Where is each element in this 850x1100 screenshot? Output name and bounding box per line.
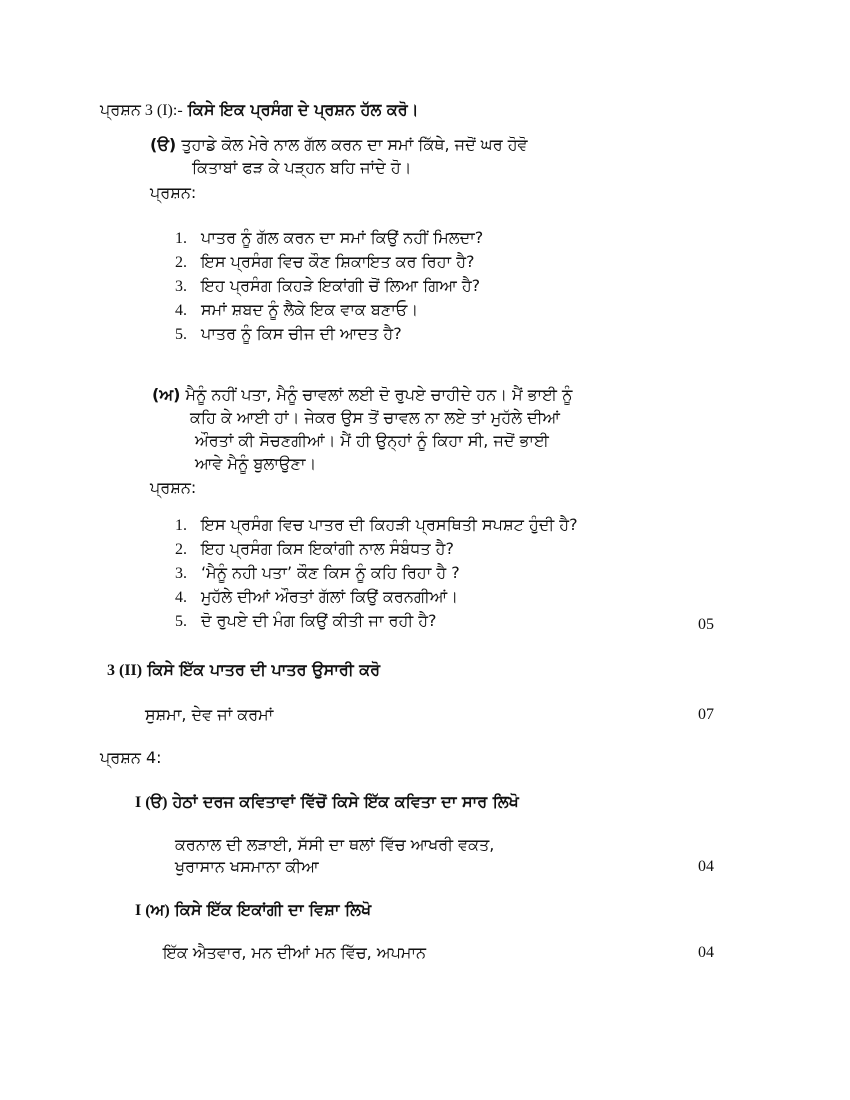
q3-part2-heading-text: ਕਿਸੇ ਇੱਕ ਪਾਤਰ ਦੀ ਪਾਤਰ ਉਸਾਰੀ ਕਰੋ bbox=[147, 660, 381, 679]
list-item: 4. ਸਮਾਂ ਸ਼ਬਦ ਨੂੰ ਲੈਕੇ ਇਕ ਵਾਕ ਬਣਾਓ। bbox=[175, 300, 419, 319]
passage-b-question-list bbox=[175, 515, 578, 635]
passage-a-marker: (ੳ) bbox=[150, 135, 177, 154]
q4-part-a-marks: 04 bbox=[698, 858, 714, 875]
q3-part1-heading-label: ਪ੍ਰਸ਼ਨ 3 (I):- bbox=[100, 102, 183, 119]
list-item: 1. ਪਾਤਰ ਨੂੰ ਗੱਲ ਕਰਨ ਦਾ ਸਮਾਂ ਕਿਉਂ ਨਹੀਂ ਮਿਲਦਾ? bbox=[175, 228, 484, 247]
q3-part2-heading-label: 3 (II) bbox=[107, 662, 143, 679]
q3-part2-heading bbox=[107, 660, 380, 681]
passage-a-question-list bbox=[175, 228, 483, 348]
passage-b-line-4: ਆਵੇ ਮੈਨੂੰ ਬੁਲਾਉਣਾ। bbox=[195, 454, 317, 473]
q4-part-a-options-2: ਖੁਰਾਸਾਨ ਖਸਮਾਨਾ ਕੀਆ bbox=[175, 857, 319, 876]
q4-part-b-marks: 04 bbox=[698, 944, 714, 961]
list-item: 2. ਇਸ ਪ੍ਰਸੰਗ ਵਿਚ ਕੌਣ ਸ਼ਿਕਾਇਤ ਕਰ ਰਿਹਾ ਹੈ? bbox=[175, 252, 475, 271]
passage-marks: 05 bbox=[698, 616, 714, 633]
list-item: 5. ਪਾਤਰ ਨੂੰ ਕਿਸ ਚੀਜ ਦੀ ਆਦਤ ਹੈ? bbox=[175, 324, 402, 343]
q3-part1-heading bbox=[100, 100, 418, 121]
q4-part-a-options-1: ਕਰਨਾਲ ਦੀ ਲੜਾਈ, ਸੱਸੀ ਦਾ ਥਲਾਂ ਵਿੱਚ ਆਖਰੀ ਵਕਤ, bbox=[175, 835, 495, 854]
passage-b-marker: (ਅ) bbox=[152, 385, 181, 404]
passage-b-line-3: ਔਰਤਾਂ ਕੀ ਸੋਚਣਗੀਆਂ। ਮੈਂ ਹੀ ਉਨ੍ਹਾਂ ਨੂੰ ਕਿਹਾ ਸੀ, ਜਦੋਂ ਭਾਈ bbox=[195, 431, 549, 450]
q4-part-b-text: ਕਿਸੇ ਇੱਕ ਇਕਾਂਗੀ ਦਾ ਵਿਸ਼ਾ ਲਿਖੋ bbox=[174, 900, 372, 919]
q4-part-b-label: I (ਅ) bbox=[135, 902, 170, 919]
list-item: 5. ਦੋ ਰੁਪਏ ਦੀ ਮੰਗ ਕਿਉਂ ਕੀਤੀ ਜਾ ਰਹੀ ਹੈ? bbox=[175, 611, 437, 630]
q3-part1-heading-text: ਕਿਸੇ ਇਕ ਪ੍ਰਸੰਗ ਦੇ ਪ੍ਰਸ਼ਨ ਹੱਲ ਕਰੋ। bbox=[187, 100, 419, 119]
list-item: 2. ਇਹ ਪ੍ਰਸੰਗ ਕਿਸ ਇਕਾਂਗੀ ਨਾਲ ਸੰਬੰਧਤ ਹੈ? bbox=[175, 539, 454, 558]
passage-a-questions-label: ਪ੍ਰਸ਼ਨ: bbox=[150, 183, 197, 202]
q3-part2-options: ਸੁਸ਼ਮਾ, ਦੇਵ ਜਾਂ ਕਰਮਾਂ bbox=[145, 705, 274, 724]
q4-part-a-heading bbox=[135, 792, 519, 813]
q4-part-a-label: I (ੳ) bbox=[135, 794, 168, 811]
q4-part-b-options: ਇੱਕ ਐਤਵਾਰ, ਮਨ ਦੀਆਂ ਮਨ ਵਿੱਚ, ਅਪਮਾਨ bbox=[163, 943, 427, 962]
passage-a-line-1 bbox=[150, 135, 528, 155]
passage-a-line-2: ਕਿਤਾਬਾਂ ਫੜ ਕੇ ਪੜ੍ਹਨ ਬਹਿ ਜਾਂਦੇ ਹੋ। bbox=[192, 158, 412, 177]
q3-part2-marks: 07 bbox=[698, 706, 714, 723]
q4-heading: ਪ੍ਰਸ਼ਨ 4: bbox=[100, 748, 162, 767]
list-item: 3. ਇਹ ਪ੍ਰਸੰਗ ਕਿਹੜੇ ਇਕਾਂਗੀ ਚੋਂ ਲਿਆ ਗਿਆ ਹੈ? bbox=[175, 276, 481, 295]
passage-a-text-1: ਤੁਹਾਡੇ ਕੋਲ ਮੇਰੇ ਨਾਲ ਗੱਲ ਕਰਨ ਦਾ ਸਮਾਂ ਕਿੱਥੇ, ਜਦੋਂ ਘਰ ਹੋਵੋ bbox=[181, 135, 528, 154]
list-item: 3. ‘ਮੈਨੂੰ ਨਹੀ ਪਤਾ’ ਕੌਣ ਕਿਸ ਨੂੰ ਕਹਿ ਰਿਹਾ ਹੈ ? bbox=[175, 563, 460, 582]
q4-part-a-text: ਹੇਠਾਂ ਦਰਜ ਕਵਿਤਾਵਾਂ ਵਿੱਚੋਂ ਕਿਸੇ ਇੱਕ ਕਵਿਤਾ ਦਾ ਸਾਰ ਲਿਖੋ bbox=[172, 792, 519, 811]
list-item: 1. ਇਸ ਪ੍ਰਸੰਗ ਵਿਚ ਪਾਤਰ ਦੀ ਕਿਹੜੀ ਪ੍ਰਸਥਿਤੀ ਸਪਸ਼ਟ ਹੁੰਦੀ ਹੈ? bbox=[175, 515, 578, 534]
passage-b-text-1: ਮੈਨੂੰ ਨਹੀਂ ਪਤਾ, ਮੈਨੂੰ ਚਾਵਲਾਂ ਲਈ ਦੋ ਰੁਪਏ ਚਾਹੀਦੇ ਹਨ। ਮੈਂ ਭਾਈ ਨੂੰ bbox=[185, 385, 573, 404]
list-item: 4. ਮੁਹੱਲੇ ਦੀਆਂ ਔਰਤਾਂ ਗੱਲਾਂ ਕਿਉਂ ਕਰਨਗੀਆਂ। bbox=[175, 587, 459, 606]
passage-b-line-2: ਕਹਿ ਕੇ ਆਈ ਹਾਂ। ਜੇਕਰ ਉਸ ਤੋਂ ਚਾਵਲ ਨਾ ਲਏ ਤਾਂ ਮੁਹੱਲੇ ਦੀਆਂ bbox=[190, 408, 560, 427]
passage-b-questions-label: ਪ੍ਰਸ਼ਨ: bbox=[150, 478, 197, 497]
passage-b-line-1 bbox=[152, 385, 572, 405]
q4-part-b-heading bbox=[135, 900, 371, 921]
